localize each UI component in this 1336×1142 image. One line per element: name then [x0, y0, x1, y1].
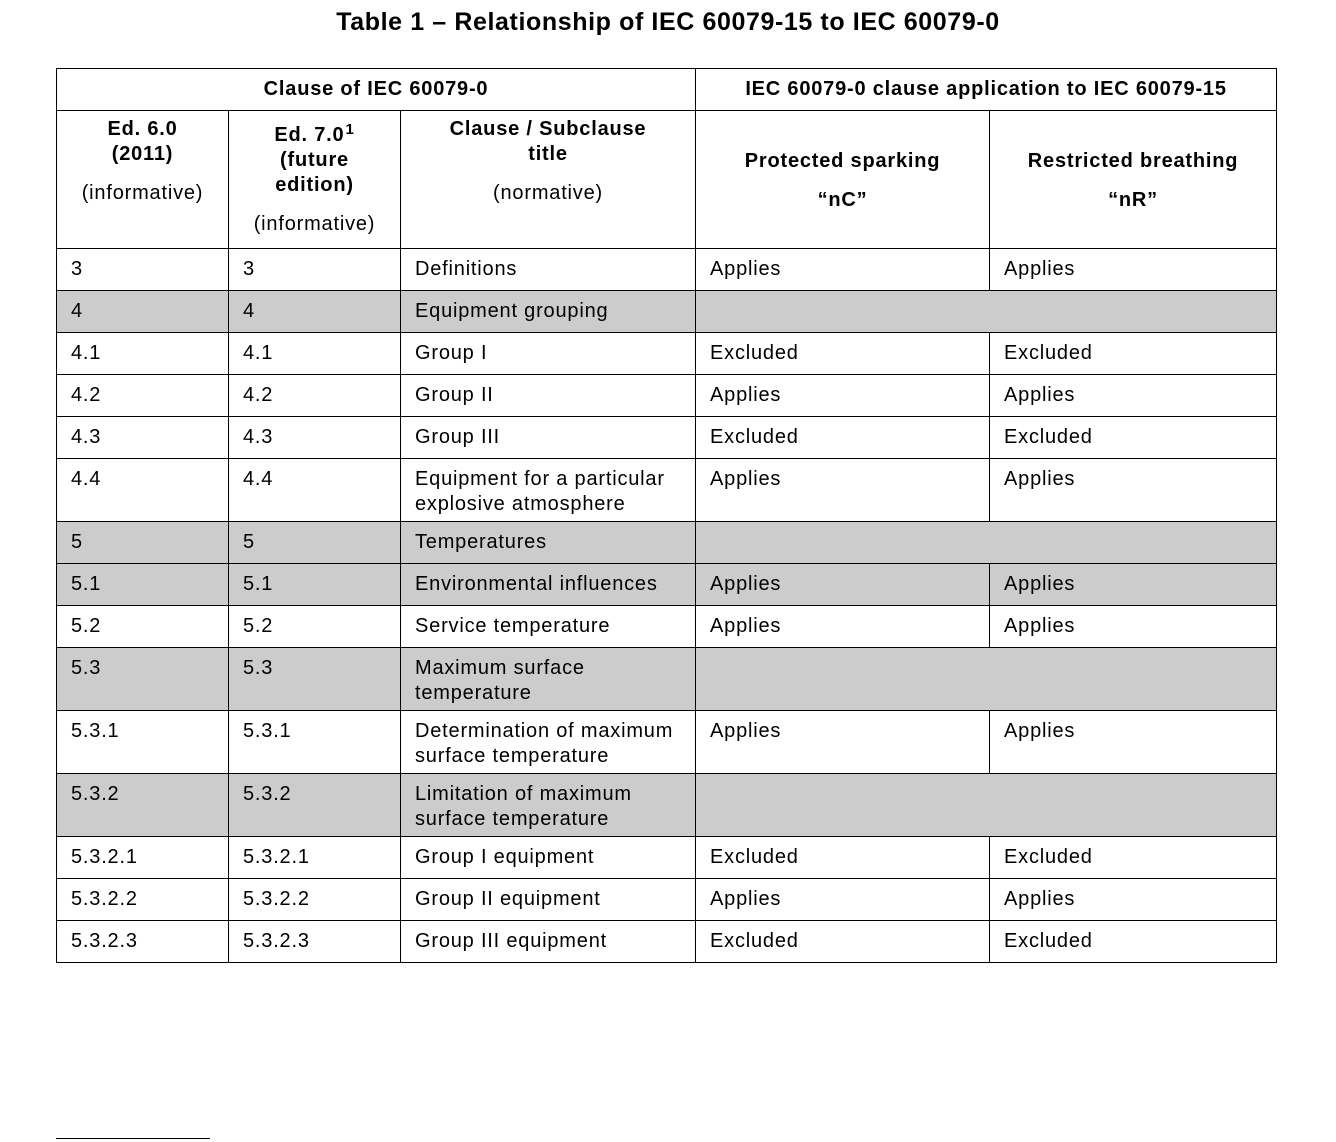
table-row: [57, 711, 1277, 774]
cell-ed6: 4: [57, 291, 229, 333]
cell-ed6: 5.3.2: [57, 774, 229, 837]
cell-application-blank: [696, 522, 1277, 564]
cell-ed7: 5.3.1: [229, 711, 401, 774]
cell-ed7: 4.4: [229, 459, 401, 522]
column-header-nc: [696, 111, 990, 249]
table-row: [57, 921, 1277, 963]
table-row: [57, 648, 1277, 711]
cell-ed7: 5.3.2.2: [229, 879, 401, 921]
table-row: [57, 564, 1277, 606]
column-header-row: [57, 111, 1277, 249]
cell-title: Temperatures: [401, 522, 696, 564]
cell-nr: Applies: [990, 249, 1277, 291]
cell-ed7: 4.1: [229, 333, 401, 375]
column-header-ed7-sub2: edition): [275, 174, 354, 196]
cell-ed6: 5.3: [57, 648, 229, 711]
cell-title: Group II equipment: [401, 879, 696, 921]
cell-ed7: 5.3: [229, 648, 401, 711]
cell-nc: Excluded: [696, 837, 990, 879]
cell-title: Service temperature: [401, 606, 696, 648]
cell-nc: Excluded: [696, 921, 990, 963]
table-row: [57, 333, 1277, 375]
cell-ed6: 4.3: [57, 417, 229, 459]
table-row: [57, 459, 1277, 522]
column-header-ed7: [229, 111, 401, 249]
cell-ed6: 5: [57, 522, 229, 564]
cell-ed6: 4.2: [57, 375, 229, 417]
cell-title: Maximum surface temperature: [401, 648, 696, 711]
table-row: [57, 417, 1277, 459]
cell-nc: Applies: [696, 564, 990, 606]
column-header-ed7-note: (informative): [253, 213, 376, 235]
cell-nr: Applies: [990, 711, 1277, 774]
cell-nr: Applies: [990, 564, 1277, 606]
cell-title: Group III equipment: [401, 921, 696, 963]
cell-ed6: 4.4: [57, 459, 229, 522]
footnote-ref: 1: [345, 121, 355, 138]
column-header-nr-code: “nR”: [1108, 188, 1158, 211]
cell-nr: Excluded: [990, 837, 1277, 879]
group-header-row: [57, 69, 1277, 111]
column-header-ed6-title: Ed. 6.0: [107, 118, 178, 140]
column-header-nr: [990, 111, 1277, 249]
column-header-ed6-note: (informative): [81, 182, 204, 204]
cell-ed6: 5.3.2.1: [57, 837, 229, 879]
cell-title: Definitions: [401, 249, 696, 291]
cell-application-blank: [696, 648, 1277, 711]
cell-nr: Excluded: [990, 417, 1277, 459]
table-row: [57, 774, 1277, 837]
column-header-nc-code: “nC”: [817, 188, 868, 211]
cell-ed7: 5.3.2: [229, 774, 401, 837]
cell-ed6: 3: [57, 249, 229, 291]
cell-nr: Excluded: [990, 333, 1277, 375]
cell-ed7: 4: [229, 291, 401, 333]
table-row: [57, 375, 1277, 417]
column-header-ed7-sub1: (future: [280, 149, 349, 171]
cell-nc: Applies: [696, 459, 990, 522]
table-row: [57, 249, 1277, 291]
cell-ed6: 4.1: [57, 333, 229, 375]
cell-nr: Applies: [990, 459, 1277, 522]
cell-nc: Applies: [696, 249, 990, 291]
cell-nc: Excluded: [696, 333, 990, 375]
cell-nr: Applies: [990, 375, 1277, 417]
cell-ed7: 5.1: [229, 564, 401, 606]
cell-title: Equipment grouping: [401, 291, 696, 333]
column-header-ed7-title: [235, 117, 394, 148]
table-row: [57, 879, 1277, 921]
column-header-title: [401, 111, 696, 249]
table-row: [57, 522, 1277, 564]
cell-title: Group II: [401, 375, 696, 417]
cell-ed7: 5.3.2.3: [229, 921, 401, 963]
cell-title: Group III: [401, 417, 696, 459]
footnote-divider: [56, 1138, 210, 1139]
cell-ed7: 5.2: [229, 606, 401, 648]
column-header-title-text: Clause / Subclause title: [449, 118, 647, 165]
column-header-ed6: [57, 111, 229, 249]
cell-ed6: 5.3.1: [57, 711, 229, 774]
cell-title: Determination of maximum surface temperature: [401, 711, 696, 774]
cell-ed6: 5.1: [57, 564, 229, 606]
column-header-ed6-year: (2011): [111, 143, 174, 165]
cell-title: Equipment for a particular explosive atmosphere: [401, 459, 696, 522]
cell-ed6: 5.2: [57, 606, 229, 648]
table-row: [57, 291, 1277, 333]
cell-nr: Excluded: [990, 921, 1277, 963]
cell-nr: Applies: [990, 606, 1277, 648]
cell-nc: Applies: [696, 711, 990, 774]
column-header-title-note: (normative): [493, 182, 603, 204]
cell-title: Environmental influences: [401, 564, 696, 606]
cell-title: Group I: [401, 333, 696, 375]
cell-title: Limitation of maximum surface temperature: [401, 774, 696, 837]
cell-ed7: 4.3: [229, 417, 401, 459]
cell-ed6: 5.3.2.2: [57, 879, 229, 921]
group-header-clause: Clause of IEC 60079-0: [57, 69, 696, 111]
table-title: Table 1 – Relationship of IEC 60079-15 to IEC 60079-0: [336, 8, 1000, 36]
cell-application-blank: [696, 774, 1277, 837]
table-row: [57, 837, 1277, 879]
clause-relationship-table: [56, 68, 1277, 963]
cell-ed7: 5: [229, 522, 401, 564]
cell-title: Group I equipment: [401, 837, 696, 879]
column-header-ed7-title-text: Ed. 7.0: [274, 124, 345, 146]
cell-application-blank: [696, 291, 1277, 333]
cell-nc: Applies: [696, 606, 990, 648]
cell-ed6: 5.3.2.3: [57, 921, 229, 963]
cell-nc: Applies: [696, 879, 990, 921]
cell-ed7: 5.3.2.1: [229, 837, 401, 879]
table-row: [57, 606, 1277, 648]
cell-nr: Applies: [990, 879, 1277, 921]
cell-ed7: 4.2: [229, 375, 401, 417]
column-header-nc-title: Protected sparking: [744, 149, 941, 172]
cell-ed7: 3: [229, 249, 401, 291]
cell-nc: Applies: [696, 375, 990, 417]
group-header-application: IEC 60079-0 clause application to IEC 60079-15: [696, 69, 1277, 111]
column-header-nr-title: Restricted breathing: [1027, 149, 1239, 172]
cell-nc: Excluded: [696, 417, 990, 459]
